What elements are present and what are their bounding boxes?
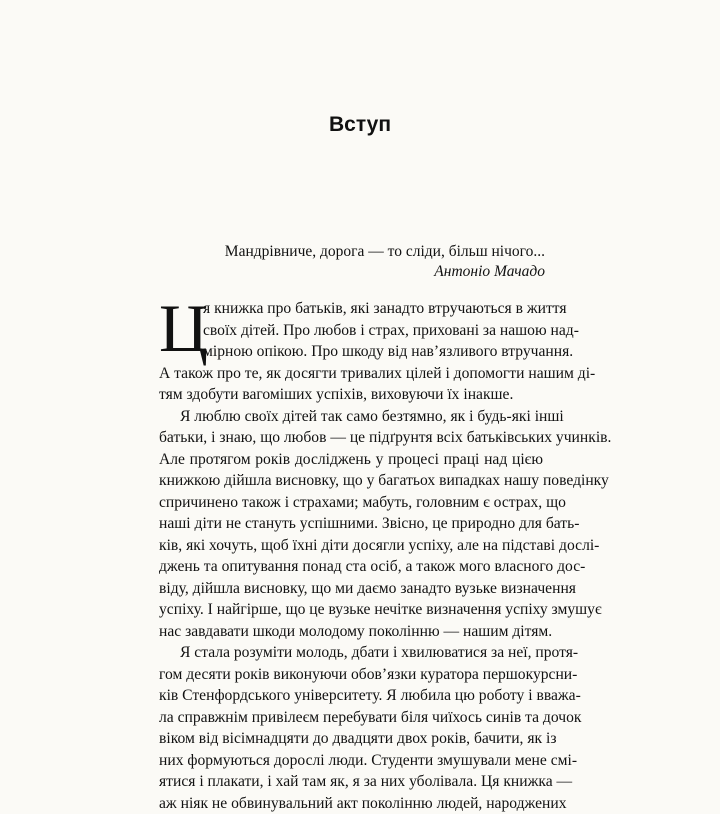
text-line: тям здобути вагоміших успіхів, виховуючи їх інакше.	[159, 384, 543, 406]
text-line: ятися і плакати, і хай там як, я за них уболівала. Ця книжка —	[159, 771, 543, 793]
text-line: нас завдавати шкоди молодому поколінню — нашим дітям.	[159, 621, 543, 643]
text-line: книжкою дійшла висновку, що у багатьох випадках нашу поведінку	[159, 470, 543, 492]
text-line: батьки, і знаю, що любов — це підґрунтя всіх батьківських учинків.	[159, 427, 543, 449]
text-line: ла справжнім привілеєм перебувати біля чиїхось синів та дочок	[159, 707, 543, 729]
chapter-heading: Вступ	[0, 113, 720, 137]
epigraph	[225, 242, 545, 282]
text-line: Я стала розуміти молодь, дбати і хвилюватися за неї, протя-	[159, 642, 543, 664]
text-line: наші діти не стануть успішними. Звісно, це природно для бать-	[159, 513, 543, 535]
text-line: Я люблю своїх дітей так само безтямно, як і будь-які інші	[159, 406, 543, 428]
text-line: ків, які хочуть, щоб їхні діти досягли успіху, але на підставі дослі-	[159, 535, 543, 557]
text-line: віду, дійшла висновку, що ми даємо занадто вузьке визначення	[159, 578, 543, 600]
text-line: успіху. І найгірше, що це вузьке нечітке визначення успіху змушує	[159, 599, 543, 621]
epigraph-author: Антоніо Мачадо	[225, 262, 545, 282]
text-line: Але протягом років досліджень у процесі праці над цією	[159, 449, 543, 471]
text-line: гом десяти років виконуючи обов’язки куратора першокурсни-	[159, 664, 543, 686]
text-line: аж ніяк не обвинувальний акт поколінню людей, народжених	[159, 793, 543, 814]
text-line: я книжка про батьків, які занадто втручаються в життя	[159, 298, 543, 320]
body-text	[159, 298, 543, 814]
text-line: спричинено також і страхами; мабуть, головним є острах, що	[159, 492, 543, 514]
text-line: А також про те, як досягти тривалих цілей і допомогти нашим ді-	[159, 363, 543, 385]
drop-cap: Ц	[159, 298, 208, 358]
text-line: своїх дітей. Про любов і страх, приховані за нашою над-	[159, 320, 543, 342]
text-line: віком від вісімнадцяти до двадцяти двох років, бачити, як із	[159, 728, 543, 750]
text-line: джень та опитування понад ста осіб, а також мого власного дос-	[159, 556, 543, 578]
text-line: ків Стенфордського університету. Я любила цю роботу і вважа-	[159, 685, 543, 707]
epigraph-quote: Мандрівниче, дорога — то сліди, більш нічого...	[225, 242, 545, 262]
text-line: них формуються дорослі люди. Студенти змушували мене смі-	[159, 750, 543, 772]
text-line: мірною опікою. Про шкоду від нав’язливого втручання.	[159, 341, 543, 363]
